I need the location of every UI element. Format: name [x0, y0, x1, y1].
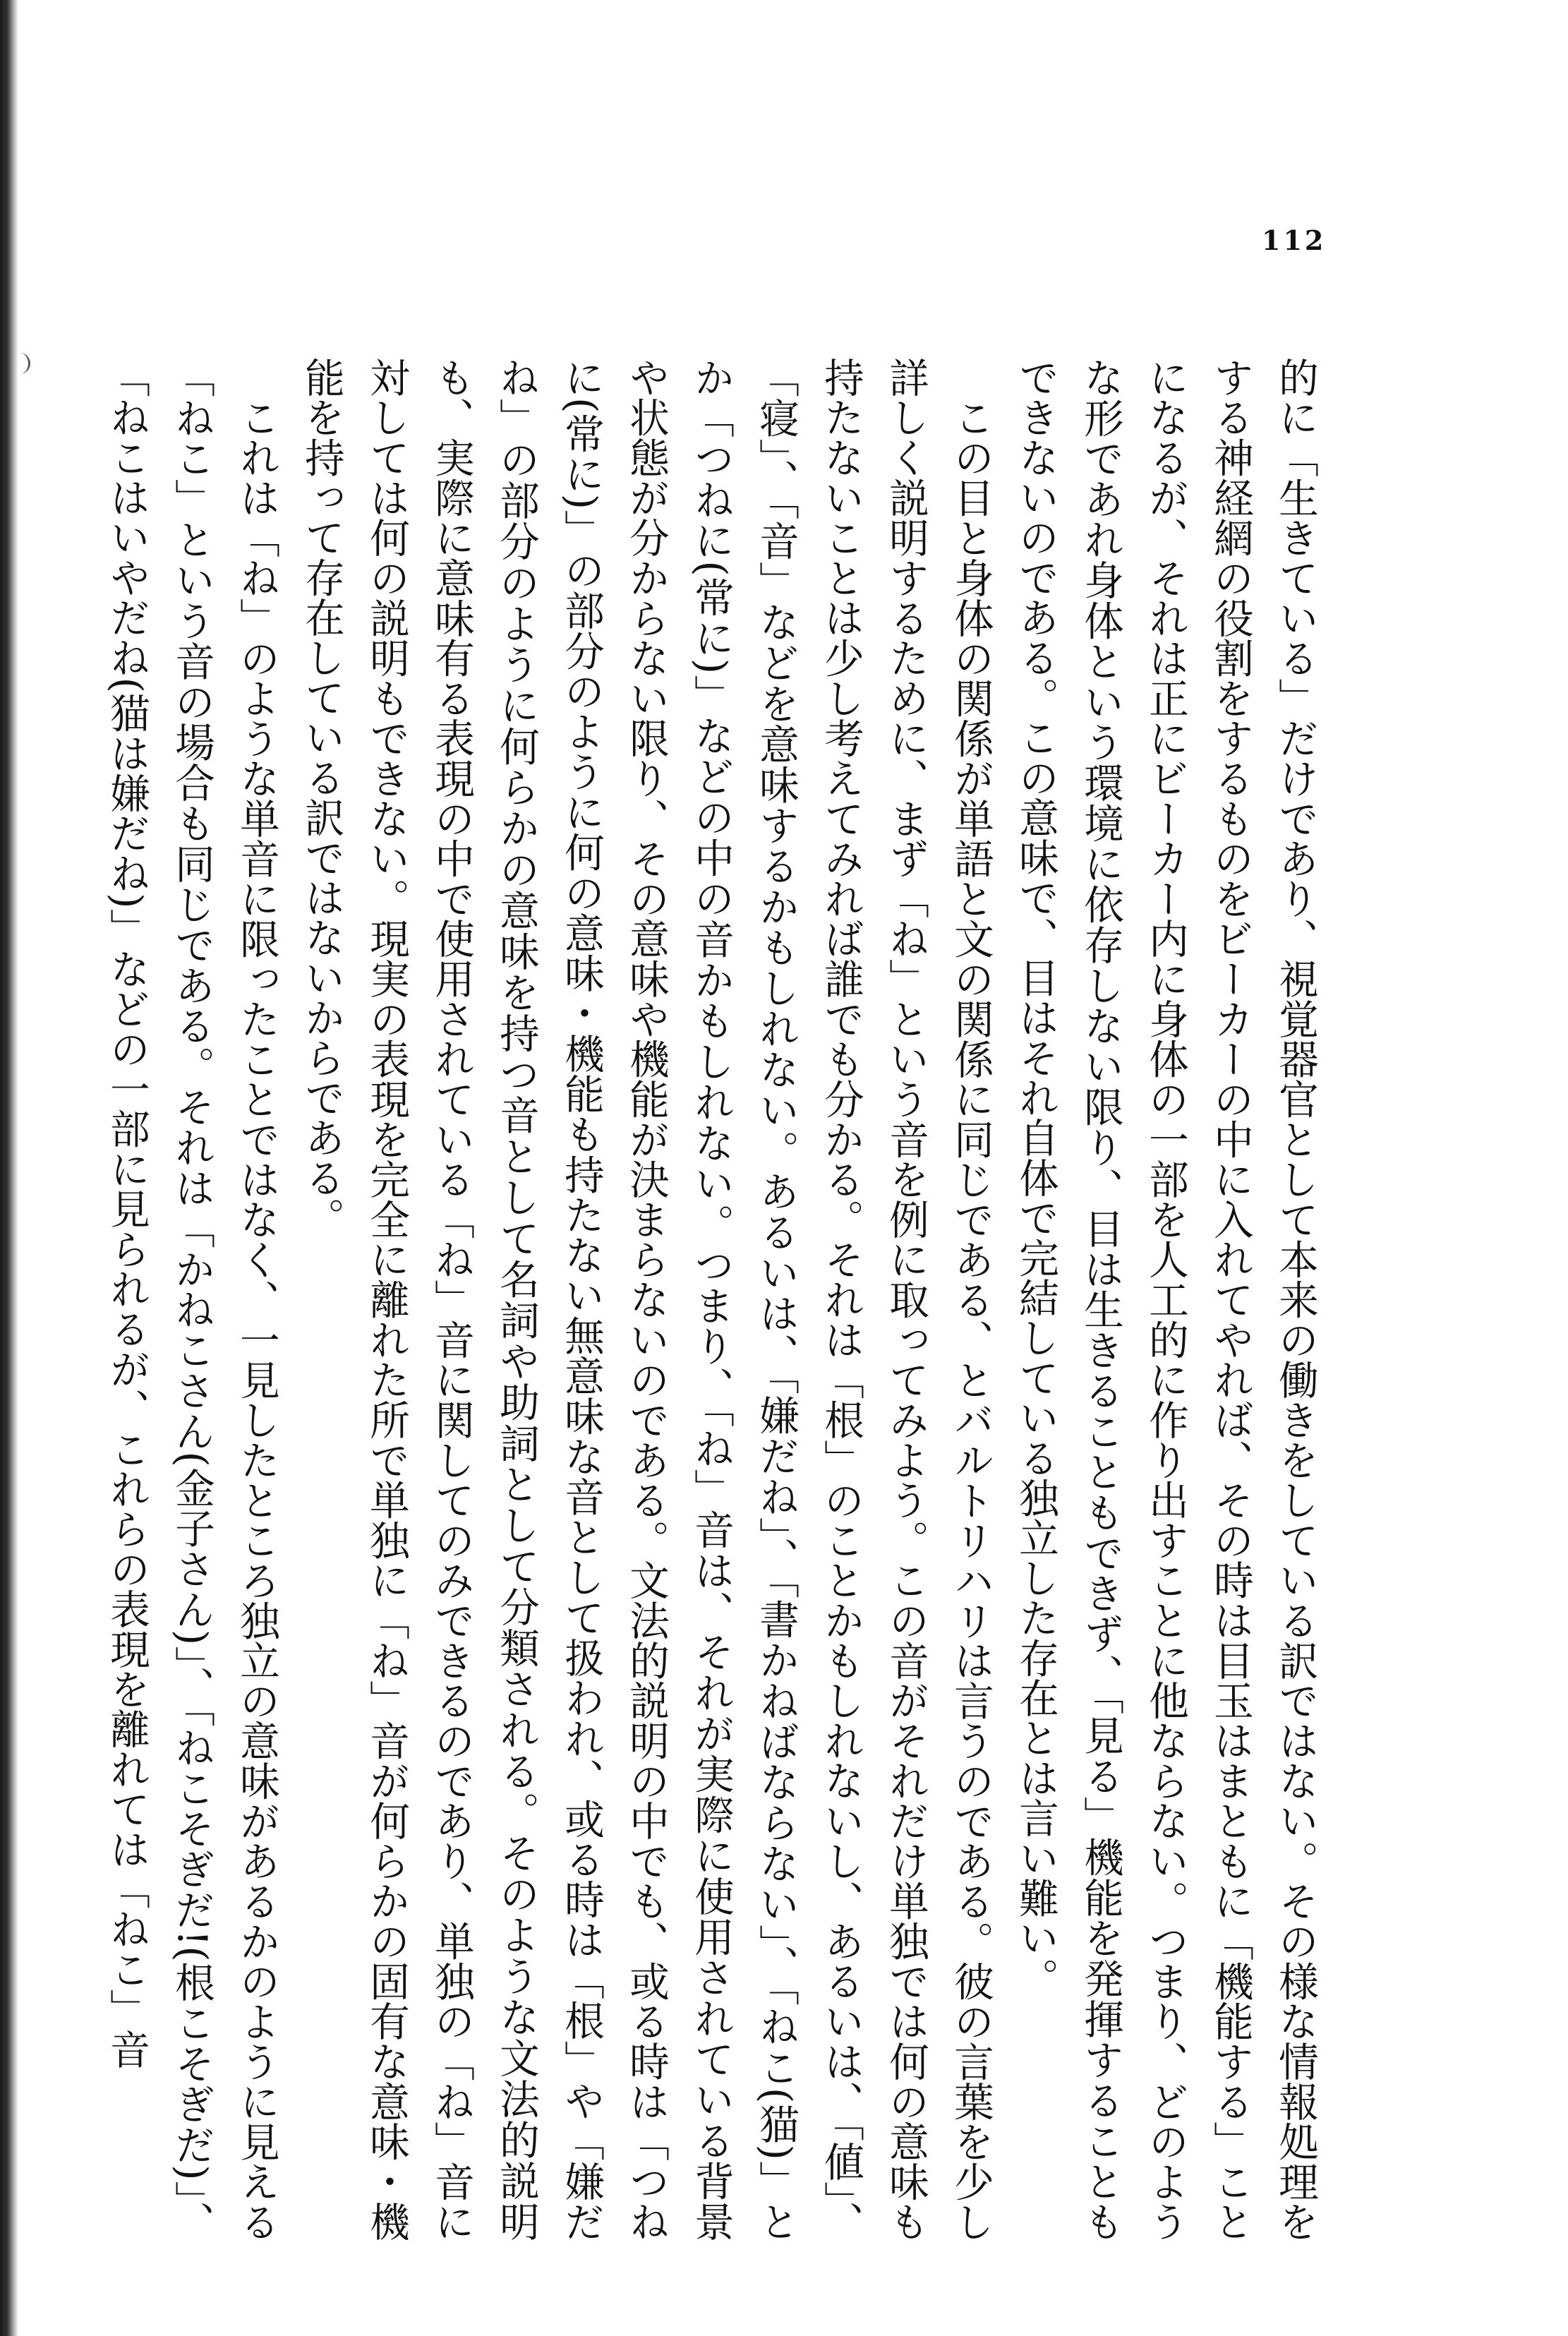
paragraph-2: この目と身体の関係が単語と文の関係に同じである、とバルトリハリは言うのである。彼の言葉を少し詳しく説明するために、まず「ね」という音を例に取ってみよう。この音がそれだけ単独では何の意味も持たないことは少し考えてみれば誰でも分かる。それは「根」のことかもしれないし、あるいは、「値」、「寝」、「音」などを意味するかもしれない。あるいは、「嫌だね」、「書かねばならない」、「ねこ(猫)」とか「つねに(常に)」などの中の音かもしれない。つまり、「ね」音は、それが実際に使用されている背景や状態が分からない限り、その意味や機能が決まらないのである。文法的説明の中でも、或る時は「つねに(常に)」の部分のように何の意味・機能も持たない無意味な音として扱われ、或る時は「根」や「嫌だね」の部分のように何らかの意味を持つ音として名詞や助詞として分類される。そのような文法的説明も、実際に意味有る表現の中で使用されている「ね」音に関してのみできるのであり、単独の「ね」音に対しては何の説明もできない。現実の表現を完全に離れた所で単独に「ね」音が何らかの固有な意味・機能を持って存在している訳ではないからである。	[298, 357, 994, 2241]
body-text	[95, 357, 1328, 2241]
paragraph-1: 的に「生きている」だけであり、視覚器官として本来の働きをしている訳ではない。その様な情報処理をする神経網の役割をするものをビーカーの中に入れてやれば、その時は目玉はまともに「機能する」ことになるが、それは正にビーカー内に身体の一部を人工的に作り出すことに他ならない。つまり、どのような形であれ身体という環境に依存しない限り、目は生きることもできず、「見る」機能を発揮することもできないのである。この意味で、目はそれ自体で完結している独立した存在とは言い難い。	[1013, 357, 1319, 2241]
paragraph-3: これは「ね」のような単音に限ったことではなく、一見したところ独立の意味があるかのように見える「ねこ」という音の場合も同じである。それは「かねこさん(金子さん)」、「ねこそぎだ!(根こそぎだ)」、「ねこはいやだね(猫は嫌だね)」などの一部に見られるが、これらの表現を離れては「ねこ」音	[104, 357, 280, 2241]
page-number: 112	[1262, 224, 1327, 256]
page-binding-shadow	[0, 0, 18, 2336]
binding-mark	[16, 353, 30, 374]
